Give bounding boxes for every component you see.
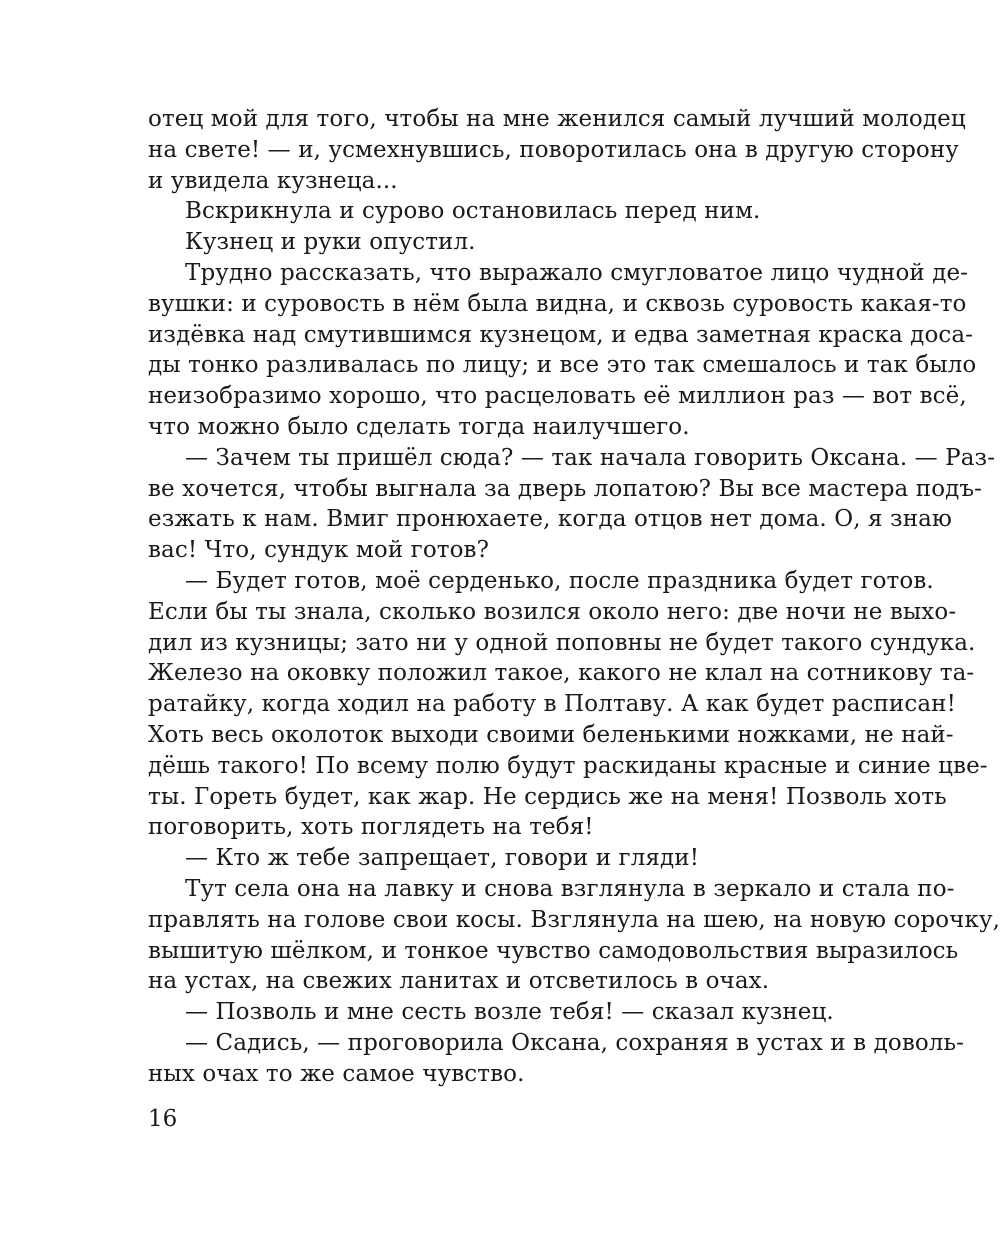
text-line: правлять на голове свои косы. Взглянула на шею, на новую сорочку, <box>148 906 1000 933</box>
text-line: поговорить, хоть поглядеть на тебя! <box>148 814 594 841</box>
text-line: отец мой для того, чтобы на мне женился самый лучший молодец <box>148 106 966 132</box>
text-line: на свете! — и, усмехнувшись, поворотилась она в другую сторону <box>148 136 959 163</box>
text-line: дил из кузницы; зато ни у одной поповны не будет такого сундука. <box>148 629 976 656</box>
text-line: ты. Гореть будет, как жар. Не сердись же на меня! Позволь хоть <box>148 783 947 810</box>
text-line: издёвка над смутившимся кузнецом, и едва заметная краска доса- <box>148 321 974 348</box>
text-line: Кузнец и руки опустил. <box>185 229 476 256</box>
text-line: ных очах то же самое чувство. <box>148 1060 525 1087</box>
text-line: Хоть весь околоток выходи своими беленькими ножками, не най- <box>148 721 954 748</box>
text-line: вушки: и суровость в нём была видна, и сквозь суровость какая-то <box>148 290 967 317</box>
text-line: ды тонко разливалась по лицу; и все это так смешалось и так было <box>148 352 977 379</box>
text-line: Вскрикнула и сурово остановилась перед ним. <box>185 198 761 225</box>
text-line: — Позволь и мне сесть возле тебя! — сказал кузнец. <box>185 999 834 1026</box>
text-line: неизобразимо хорошо, что расцеловать её миллион раз — вот всё, <box>148 383 967 410</box>
text-line: — Садись, — проговорила Оксана, сохраняя в устах и в доволь- <box>185 1029 965 1056</box>
body-text <box>148 104 1000 1090</box>
text-line: — Зачем ты пришёл сюда? — так начала говорить Оксана. — Раз- <box>185 444 996 471</box>
text-line: Железо на оковку положил такое, какого не клал на сотникову та- <box>148 660 975 687</box>
text-line: на устах, на свежих ланитах и отсветилось в очах. <box>148 968 770 995</box>
text-line: Трудно рассказать, что выражало смугловатое лицо чудной де- <box>185 259 969 286</box>
text-line: езжать к нам. Вмиг пронюхаете, когда отцов нет дома. О, я знаю <box>148 506 953 533</box>
text-line: Тут села она на лавку и снова взглянула в зеркало и стала по- <box>185 875 955 902</box>
text-line: вас! Что, сундук мой готов? <box>148 537 490 564</box>
text-line: вышитую шёлком, и тонкое чувство самодовольствия выразилось <box>148 937 959 964</box>
text-line: — Кто ж тебе запрещает, говори и гляди! <box>185 845 700 872</box>
text-line: дёшь такого! По всему полю будут раскиданы красные и синие цве- <box>148 752 988 779</box>
text-line: и увидела кузнеца... <box>148 167 398 194</box>
page-number: 16 <box>148 1106 178 1132</box>
text-line: ратайку, когда ходил на работу в Полтаву. А как будет расписан! <box>148 691 956 718</box>
text-line: — Будет готов, моё серденько, после праздника будет готов. <box>185 567 934 594</box>
text-line: что можно было сделать тогда наилучшего. <box>148 413 690 440</box>
text-line: Если бы ты знала, сколько возился около него: две ночи не выхо- <box>148 598 957 625</box>
text-line: ве хочется, чтобы выгнала за дверь лопатою? Вы все мастера подъ- <box>148 475 983 502</box>
